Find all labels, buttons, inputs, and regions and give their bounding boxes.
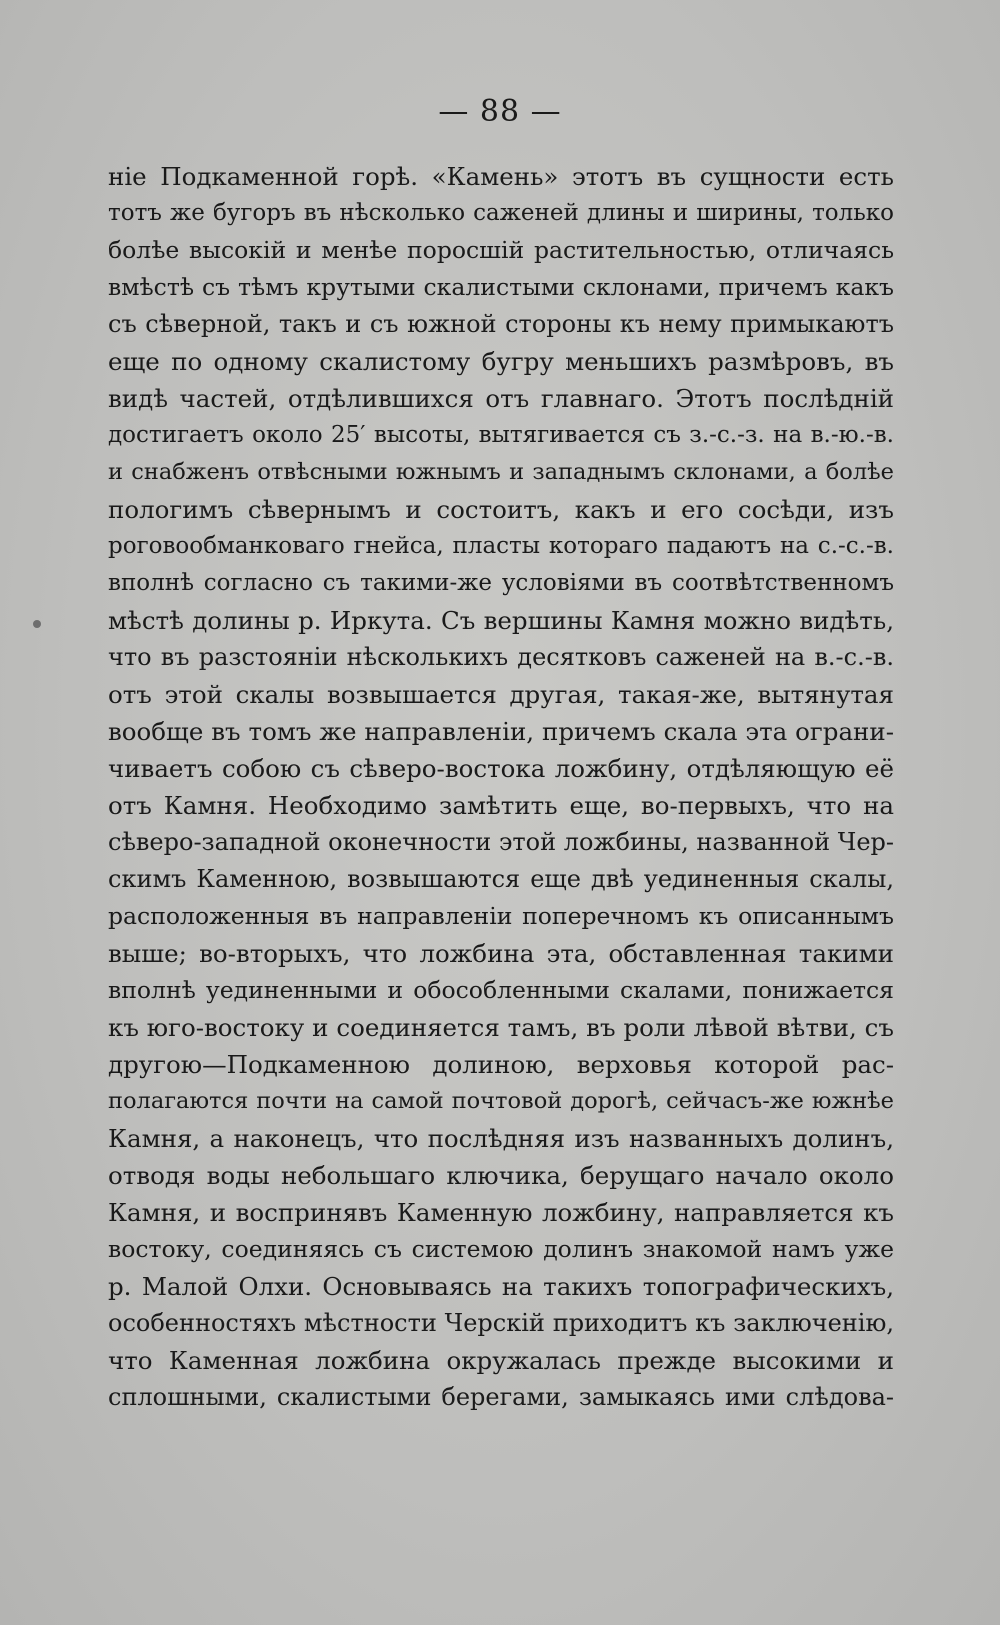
text-line: тотъ же бугоръ въ нѣсколько саженей длины и ширины, только: [108, 200, 894, 226]
text-line: болѣе высокій и менѣе поросшій растительностью, отличаясь: [108, 236, 894, 264]
text-line: другою—Подкаменною долиною, верховья которой рас-: [108, 1050, 894, 1079]
text-line: пологимъ сѣвернымъ и состоитъ, какъ и его сосѣди, изъ: [108, 495, 894, 524]
text-line: вполнѣ согласно съ такими-же условіями въ соотвѣтственномъ: [108, 570, 894, 596]
text-line: Камня, и воспринявъ Каменную ложбину, направляется къ: [108, 1198, 894, 1227]
body-text: [108, 158, 894, 1416]
text-line: видѣ частей, отдѣлившихся отъ главнаго. Этотъ послѣдній: [108, 384, 894, 413]
text-line: и снабженъ отвѣсными южнымъ и западнымъ склонами, а болѣе: [108, 459, 894, 485]
text-line: вообще въ томъ же направленіи, причемъ скала эта ограни-: [108, 717, 894, 746]
text-line: расположенныя въ направленіи поперечномъ къ описаннымъ: [108, 902, 894, 930]
text-line: чиваетъ собою съ сѣверо-востока ложбину, отдѣляющую её: [108, 754, 894, 783]
text-line: еще по одному скалистому бугру меньшихъ размѣровъ, въ: [108, 347, 894, 376]
text-line: особенностяхъ мѣстности Черскій приходитъ къ заключенію,: [108, 1309, 894, 1337]
text-line: мѣстѣ долины р. Иркута. Съ вершины Камня можно видѣть,: [108, 606, 894, 635]
text-line: ніе Подкаменной горѣ. «Камень» этотъ въ сущности есть: [108, 162, 894, 191]
text-line: что въ разстояніи нѣсколькихъ десятковъ саженей на в.-с.-в.: [108, 643, 894, 671]
text-line: полагаются почти на самой почтовой дорогѣ, сейчасъ-же южнѣе: [108, 1088, 894, 1114]
text-line: востоку, соединяясь съ системою долинъ знакомой намъ уже: [108, 1235, 894, 1263]
text-line: отъ этой скалы возвышается другая, такая-же, вытянутая: [108, 680, 894, 709]
text-line: вполнѣ уединенными и обособленными скалами, понижается: [108, 976, 894, 1004]
text-line: отъ Камня. Необходимо замѣтить еще, во-первыхъ, что на: [108, 791, 894, 820]
page-speck: [33, 620, 41, 628]
text-line: что Каменная ложбина окружалась прежде высокими и: [108, 1346, 894, 1375]
text-line: вмѣстѣ съ тѣмъ крутыми скалистыми склонами, причемъ какъ: [108, 273, 894, 301]
text-line: выше; во-вторыхъ, что ложбина эта, обставленная такими: [108, 939, 894, 968]
text-line: р. Малой Олхи. Основываясь на такихъ топографическихъ,: [108, 1272, 894, 1301]
text-line: сѣверо-западной оконечности этой ложбины, названной Чер-: [108, 828, 894, 856]
text-line: роговообманковаго гнейса, пласты котораго падаютъ на с.-с.-в.: [108, 533, 894, 559]
text-line: къ юго-востоку и соединяется тамъ, въ роли лѣвой вѣтви, съ: [108, 1013, 894, 1042]
page-number: — 88 —: [438, 94, 562, 129]
text-line: Камня, а наконецъ, что послѣдняя изъ названныхъ долинъ,: [108, 1124, 894, 1153]
text-line: съ сѣверной, такъ и съ южной стороны къ нему примыкаютъ: [108, 310, 894, 338]
text-line: отводя воды небольшаго ключика, берущаго начало около: [108, 1161, 894, 1190]
text-line: достигаетъ около 25′ высоты, вытягивается съ з.-с.-з. на в.-ю.-в.: [108, 422, 894, 448]
text-line: сплошными, скалистыми берегами, замыкаясь ими слѣдова-: [108, 1383, 894, 1411]
text-line: скимъ Каменною, возвышаются еще двѣ уединенныя скалы,: [108, 865, 894, 893]
